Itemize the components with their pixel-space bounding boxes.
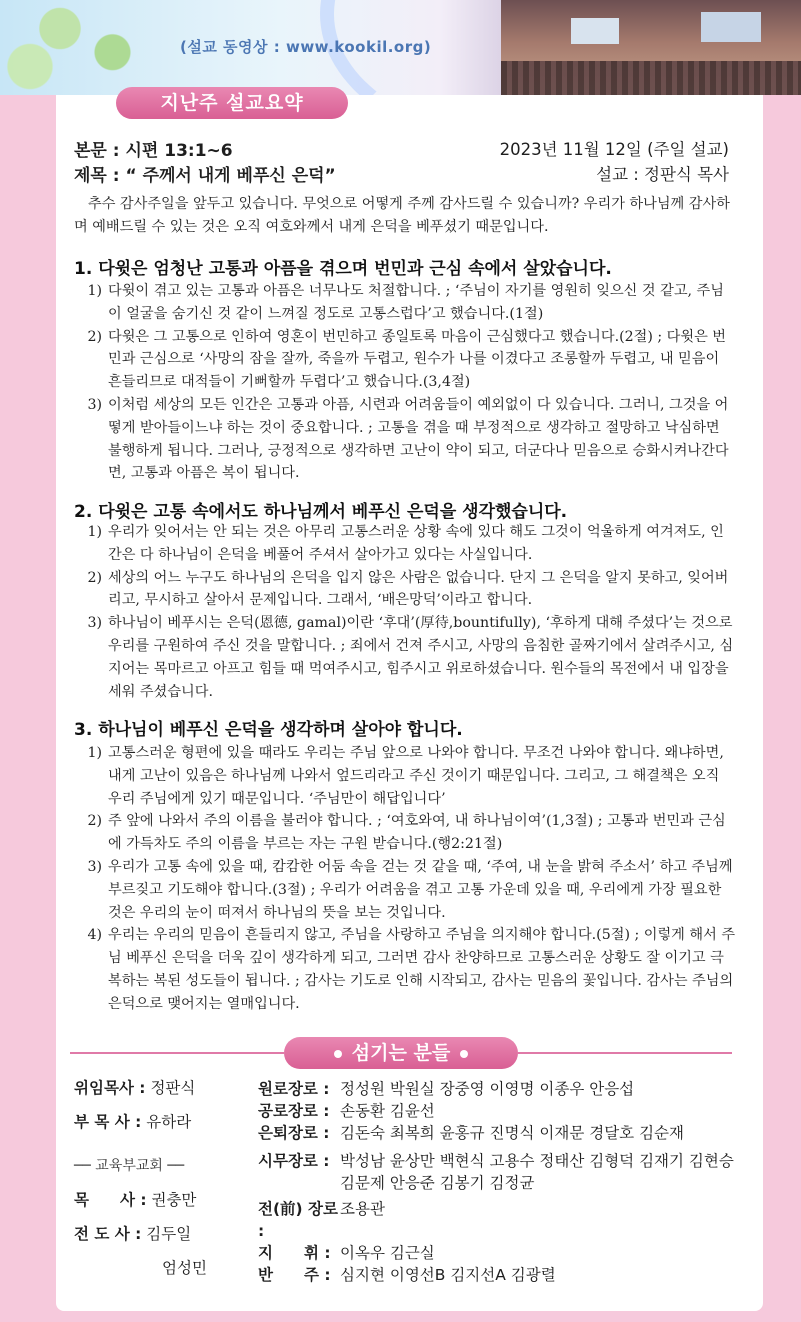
list-item: 3) 우리가 고통 속에 있을 때, 캄캄한 어둠 속을 걷는 것 같을 때, ‘주여, 내 눈을 밝혀 주소서’ 하고 주님께 부르짖고 기도해야 합니다.(3절) ; 우리가 어려움을 겪고 고통 가운데 있을 때, 우리에게 가장 필요한 것은 우리의 눈이 떠져서 하나님의 뜻을 보는 것입니다. bbox=[87, 858, 733, 921]
staff-row: ── 교육부교회 ── bbox=[74, 1158, 185, 1174]
elder-row: 지 휘 : 이옥우 김근실 bbox=[258, 1244, 435, 1262]
list-item: 2) 세상의 어느 누구도 하나님의 은덕을 입지 않은 사람은 없습니다. 단지 그 은덕을 알지 못하고, 잊어버리고, 무시하고 살아서 문제입니다. 그래서, ‘배은망덕’이라고 합니다. bbox=[87, 569, 729, 609]
leaves-decoration bbox=[0, 0, 150, 95]
list-item: 1) 우리가 잊어서는 안 되는 것은 아무리 고통스러운 상황 속에 있다 해도 그것이 억울하게 여겨져도, 인간은 다 하나님이 은덕을 베풀어 주셔서 살아가고 있다는 사실입니다. bbox=[87, 524, 724, 563]
point-heading: 2. 다윗은 고통 속에서도 하나님께서 베푸신 은덕을 생각했습니다. bbox=[74, 502, 568, 522]
section-title-pill: 지난주 설교요약 bbox=[116, 87, 348, 119]
point-heading: 1. 다윗은 엄청난 고통과 아픔을 겪으며 번민과 근심 속에서 살았습니다. bbox=[74, 259, 612, 279]
staff-row: 부 목 사 : 유하라 bbox=[74, 1113, 192, 1131]
list-item: 1) 다윗이 겪고 있는 고통과 아픔은 너무나도 처절합니다. ; ‘주님이 자기를 영원히 잊으신 것 같고, 주님이 얼굴을 숨기신 것 같이 느껴질 정도로 고통스럽다’고 했습니다.(1절) bbox=[87, 283, 724, 322]
elder-row: 전(前) 장로 : 조용관 bbox=[258, 1200, 385, 1240]
elder-row: 은퇴장로 : 김돈숙 최복희 윤홍규 진명식 이재문 경달호 김순재 bbox=[258, 1124, 684, 1142]
sermon-intro: 추수 감사주일을 앞두고 있습니다. 무엇으로 어떻게 주께 감사드릴 수 있습니까? 우리가 하나님께 감사하며 예배드릴 수 있는 것은 오직 여호와께서 내게 은덕을 베푸셨기 때문입니다. bbox=[74, 196, 730, 235]
list-item: 3) 이처럼 세상의 모든 인간은 고통과 아픔, 시련과 어려움들이 예외없이 다 있습니다. 그러니, 그것을 어떻게 받아들이느냐 하는 것이 중요합니다. ; 고통을 겪을 때 부정적으로 생각하고 절망하고 낙심하면 불행하게 됩니다. 그러나, 긍정적으로 생각하면 고난이 약이 되고, 더군다나 믿음으로 승화시켜나간다면, 고통과 아픔은 복이 됩니다. bbox=[87, 396, 729, 482]
elder-row: 시무장로 : 박성남 윤상만 백현식 고용수 정태산 김형덕 김재기 김현승 김문제 안응준 김봉기 김정균 bbox=[258, 1152, 734, 1192]
divider bbox=[518, 1052, 732, 1054]
worship-photo bbox=[501, 0, 801, 95]
staff-row: 목 사 : 권충만 bbox=[74, 1191, 197, 1209]
staff-row: 엄성민 bbox=[162, 1259, 207, 1277]
staff-row: 위임목사 : 정판식 bbox=[74, 1079, 196, 1097]
sermon-preacher: 설교 : 정판식 목사 bbox=[596, 165, 729, 184]
point-list bbox=[74, 280, 736, 485]
video-link[interactable]: (설교 동영상 : www.kookil.org) bbox=[180, 38, 432, 56]
staff-row: 전 도 사 : 김두일 bbox=[74, 1225, 192, 1243]
sermon-title: 제목 : “ 주께서 내게 베푸신 은덕” bbox=[74, 166, 336, 186]
divider bbox=[70, 1052, 284, 1054]
servants-title-pill: 섬기는 분들 bbox=[284, 1037, 518, 1069]
elder-row: 반 주 : 심지현 이영선B 김지선A 김광렬 bbox=[258, 1266, 556, 1284]
sermon-date: 2023년 11월 12일 (주일 설교) bbox=[499, 140, 729, 159]
point-list bbox=[74, 521, 736, 703]
elders-list bbox=[258, 1078, 738, 1286]
list-item: 3) 하나님이 베푸시는 은덕(恩德, gamal)이란 ‘후대’(厚待,bountifully), ‘후하게 대해 주셨다’는 것으로 우리를 구원하여 주신 것을 말합니다. ; 죄에서 건져 주시고, 사망의 음침한 골짜기에서 살려주시고, 심지어는 목마르고 아프고 힘들 때 먹여주시고, 힘주시고 위로하셨습니다. 원수들의 목전에서 내 입장을 세워 주셨습니다. bbox=[87, 615, 734, 700]
list-item: 4) 우리는 우리의 믿음이 흔들리지 않고, 주님을 사랑하고 주님을 의지해야 합니다.(5절) ; 이렇게 해서 주님 베푸신 은덕을 더욱 깊이 생각하게 되고, 그러면 감사 찬양하므로 고통스러운 상황도 잘 이기고 극복하는 복된 성도들이 됩니다. ; 감사는 기도로 인해 시작되고, 감사는 믿음의 꽃입니다. 감사는 주님의 은덕으로 맺어지는 열매입니다. bbox=[87, 927, 736, 1012]
point-list bbox=[74, 742, 736, 1016]
list-item: 2) 주 앞에 나와서 주의 이름을 불러야 합니다. ; ‘여호와여, 내 하나님이여’(1,3절) ; 고통과 번민과 근심에 가득차도 주의 이름을 부르는 자는 구원 받습니다.(행2:21절) bbox=[87, 813, 726, 853]
elder-row: 원로장로 : 정성원 박원실 장중영 이영명 이종우 안응섭 bbox=[258, 1080, 635, 1098]
header-banner bbox=[0, 0, 801, 95]
elder-row: 공로장로 : 손동환 김윤선 bbox=[258, 1102, 435, 1120]
sermon-passage: 본문 : 시편 13:1∼6 bbox=[74, 141, 233, 161]
list-item: 1) 고통스러운 형편에 있을 때라도 우리는 주님 앞으로 나와야 합니다. 무조건 나와야 합니다. 왜냐하면, 내게 고난이 있음은 하나님께 나와서 엎드리라고 주신 것이기 때문입니다. 그리고, 그 해결책은 오직 우리 주님에게 있기 때문입니다. ‘주님만이 해답입니다’ bbox=[87, 745, 724, 807]
staff-list bbox=[74, 1074, 207, 1282]
point-heading: 3. 하나님이 베푸신 은덕을 생각하며 살아야 합니다. bbox=[74, 720, 463, 740]
list-item: 2) 다윗은 그 고통으로 인하여 영혼이 번민하고 종일토록 마음이 근심했다고 했습니다.(2절) ; 다윗은 번민과 근심으로 ‘사망의 잠을 잘까, 죽을까 두렵고, 원수가 나를 이겼다고 조롱할까 두렵고, 내 믿음이 흔들리므로 대적들이 기뻐할까 두렵다’고 했습니다.(3,4절) bbox=[87, 328, 727, 391]
